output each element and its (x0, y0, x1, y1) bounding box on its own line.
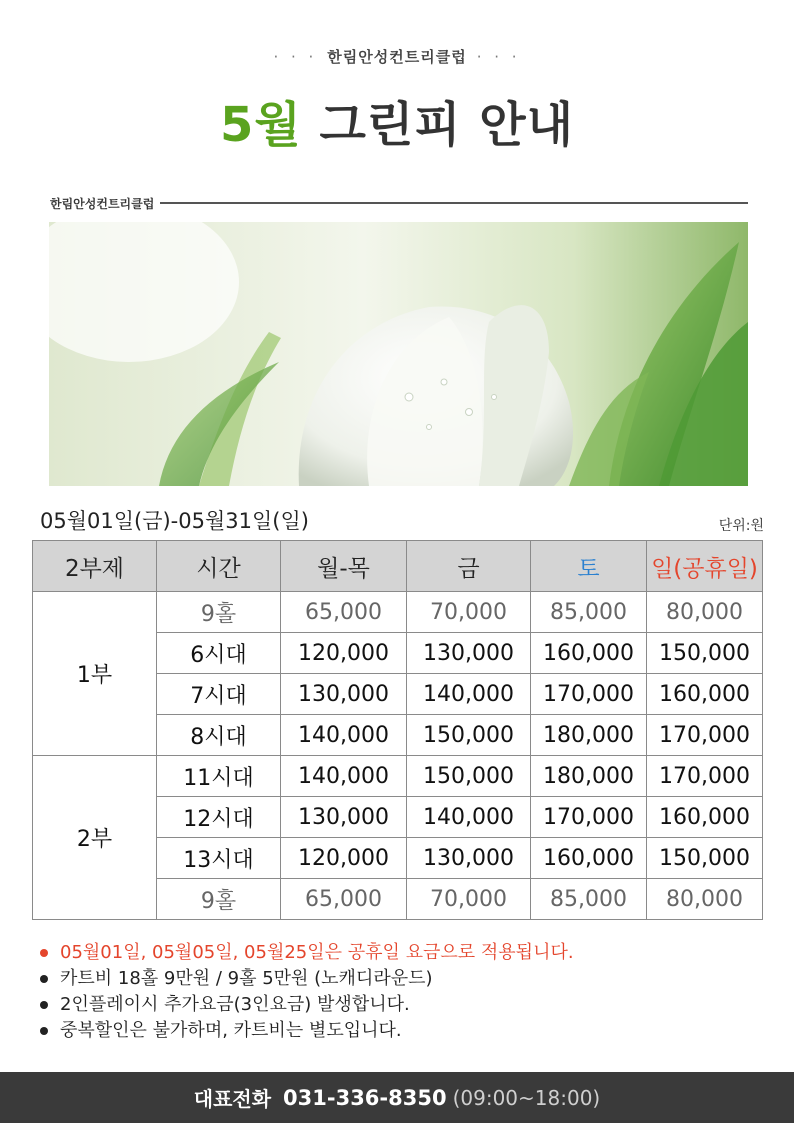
time-cell: 9홀 (157, 592, 281, 633)
price-fri: 130,000 (407, 633, 531, 674)
hero-illustration (49, 222, 748, 486)
time-cell: 7시대 (157, 674, 281, 715)
price-sun: 170,000 (647, 756, 763, 797)
price-mon-thu: 130,000 (281, 797, 407, 838)
price-sat: 85,000 (531, 879, 647, 920)
price-fri: 140,000 (407, 797, 531, 838)
time-cell: 6시대 (157, 633, 281, 674)
price-sat: 180,000 (531, 715, 647, 756)
table-row (33, 756, 763, 797)
price-mon-thu: 140,000 (281, 715, 407, 756)
brand-divider (160, 202, 748, 204)
price-sun: 170,000 (647, 715, 763, 756)
date-range: 05월01일(금)-05월31일(일) (40, 509, 309, 533)
price-fri: 150,000 (407, 715, 531, 756)
note-cart-fee: 카트비 18홀 9만원 / 9홀 5만원 (노캐디라운드) (40, 966, 574, 992)
price-fri: 150,000 (407, 756, 531, 797)
price-sat: 180,000 (531, 756, 647, 797)
price-mon-thu: 120,000 (281, 838, 407, 879)
price-sun: 150,000 (647, 633, 763, 674)
price-mon-thu: 65,000 (281, 592, 407, 633)
tagline-text: 한림안성컨트리클럽 (327, 48, 467, 66)
header-tagline (0, 46, 794, 67)
price-sun: 150,000 (647, 838, 763, 879)
brand-name: 한림안성컨트리클럽 (50, 196, 155, 211)
price-mon-thu: 140,000 (281, 756, 407, 797)
tagline-dots-left: · · · (273, 48, 318, 66)
time-cell: 8시대 (157, 715, 281, 756)
time-cell: 12시대 (157, 797, 281, 838)
footer-phone-number[interactable]: 031-336-8350 (283, 1085, 447, 1110)
table-row (33, 592, 763, 633)
price-sat: 170,000 (531, 797, 647, 838)
price-sun: 80,000 (647, 879, 763, 920)
price-sat: 160,000 (531, 633, 647, 674)
header-fri: 금 (407, 541, 531, 592)
footer-hours: (09:00~18:00) (452, 1085, 601, 1110)
price-sat: 160,000 (531, 838, 647, 879)
price-fri: 140,000 (407, 674, 531, 715)
part-2: 2부 (33, 756, 157, 920)
price-fri: 70,000 (407, 879, 531, 920)
price-mon-thu: 130,000 (281, 674, 407, 715)
unit-label: 단위:원 (718, 518, 764, 534)
price-sun: 160,000 (647, 797, 763, 838)
price-sun: 80,000 (647, 592, 763, 633)
part-1: 1부 (33, 592, 157, 756)
price-fri: 130,000 (407, 838, 531, 879)
header-part: 2부제 (33, 541, 157, 592)
time-cell: 13시대 (157, 838, 281, 879)
time-cell: 9홀 (157, 879, 281, 920)
green-fee-table (32, 540, 763, 920)
title-text: 그린피 안내 (319, 97, 575, 153)
footer-bar (0, 1072, 794, 1123)
white-tulip-image (49, 222, 748, 486)
header-time: 시간 (157, 541, 281, 592)
footer-phone-label: 대표전화 (193, 1087, 272, 1111)
price-mon-thu: 120,000 (281, 633, 407, 674)
table-header-row (33, 541, 763, 592)
notes-list (40, 940, 574, 1044)
price-mon-thu: 65,000 (281, 879, 407, 920)
title-month: 5월 (219, 97, 302, 153)
price-sat: 170,000 (531, 674, 647, 715)
note-holiday: 05월01일, 05월05일, 05월25일은 공휴일 요금으로 적용됩니다. (40, 940, 574, 966)
page-title (0, 86, 794, 155)
header-sun-holiday: 일(공휴일) (647, 541, 763, 592)
note-two-player: 2인플레이시 추가요금(3인요금) 발생합니다. (40, 992, 574, 1018)
brand-row (50, 192, 748, 214)
price-sat: 85,000 (531, 592, 647, 633)
note-discount: 중복할인은 불가하며, 카트비는 별도입니다. (40, 1018, 574, 1044)
time-cell: 11시대 (157, 756, 281, 797)
tagline-dots-right: · · · (476, 48, 521, 66)
price-sun: 160,000 (647, 674, 763, 715)
price-fri: 70,000 (407, 592, 531, 633)
header-mon-thu: 월-목 (281, 541, 407, 592)
header-sat: 토 (531, 541, 647, 592)
